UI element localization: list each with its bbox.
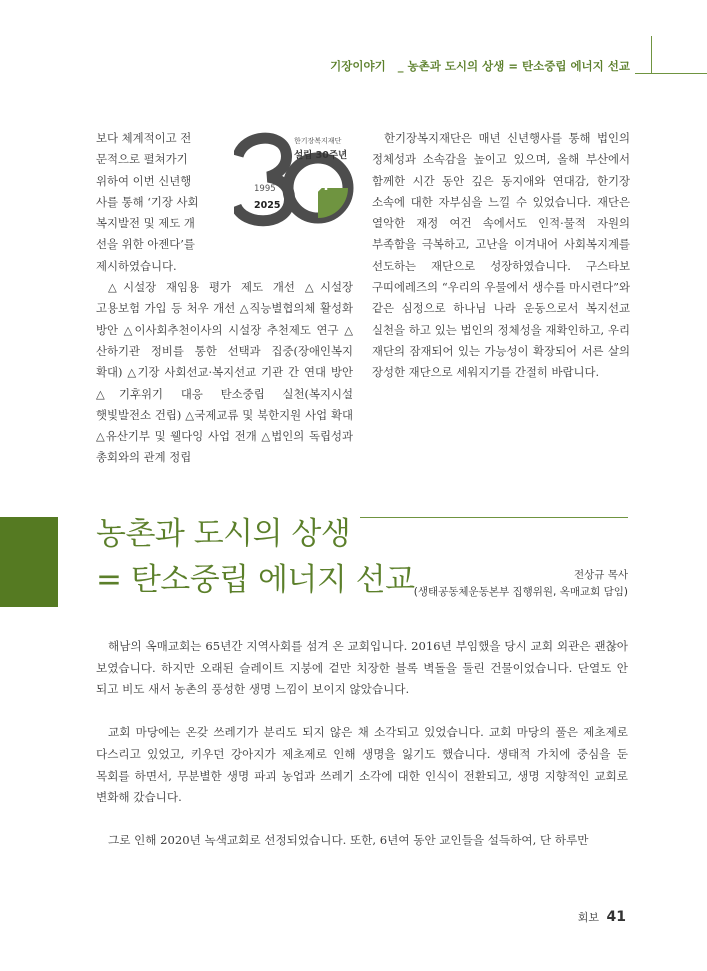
left-column — [96, 128, 353, 469]
text-line: 위하여 이번 신년행 — [96, 173, 192, 188]
section-color-block — [0, 517, 58, 607]
header-cross-mark — [651, 36, 652, 73]
page-footer — [578, 909, 626, 925]
body-paragraph: 교회 마당에는 온갖 쓰레기가 분리도 되지 않은 채 소각되고 있었습니다. 교회 마당의 풀은 제초제로 다스리고 있었고, 키우던 강아지가 제초제로 인해 생명을 잃기도 했습니다. 생태적 가치에 중심을 둔 목회를 하면서, 무분별한 생명 파괴 농업과 쓰레기 소각에 대한 인식이 전환되고, 생명 지향적인 교회로 변화해 갔습니다. — [96, 725, 628, 805]
text-line: 복지발전 및 제도 개 — [96, 216, 195, 231]
header-topic: 농촌과 도시의 상생 = 탄소중립 에너지 선교 — [407, 59, 630, 73]
header-separator: _ — [397, 59, 404, 73]
agenda-list: △시설장 재임용 평가 제도 개선 △시설장 고용보험 가입 등 처우 개선 △직능별협의체 활성화 방안 △이사회추천이사의 시설장 추천제도 연구 △산하기관 정비를 통한 선택과 집중(장애인복지 확대) △기장 사회선교·복지선교 기관 간 연대 방안 △기후위기 대응 탄소중립 실천(복지시설 햇빛발전소 건립) △국제교류 및 북한지원 사업 확대 △유산기부 및 웰다잉 사업 전개 △법인의 독립성과 총회와의 관계 정립 — [96, 280, 353, 465]
text-line: 선을 위한 아젠다’를 — [96, 237, 195, 252]
right-column — [372, 128, 630, 384]
author-role: (생태공동체운동본부 집행위원, 옥매교회 담임) — [413, 586, 628, 598]
running-header — [300, 58, 630, 74]
logo-start-year: 1995 — [254, 184, 276, 194]
header-section: 기장이야기 — [330, 59, 386, 73]
text-line: 제시하였습니다. — [96, 258, 177, 273]
text-line: 보다 체계적이고 전 — [96, 131, 192, 145]
page-number: 41 — [606, 909, 626, 925]
text-line: 문적으로 펼쳐가기 — [96, 152, 188, 167]
body-paragraph: 그로 인해 2020년 녹색교회로 선정되었습니다. 또한, 6년여 동안 교인들을 설득하여, 단 하루만 — [108, 833, 589, 848]
author-name: 전상규 목사 — [573, 569, 628, 581]
title-line-2: = 탄소중립 에너지 선교 — [96, 562, 415, 598]
magazine-name: 회보 — [577, 911, 600, 924]
article-body — [96, 636, 628, 874]
text-line: 사를 통해 ‘기장 사회 — [96, 194, 199, 209]
closing-paragraph: 한기장복지재단은 매년 신년행사를 통해 법인의 정체성과 소속감을 높이고 있으며, 올해 부산에서 함께한 시간 동안 깊은 동지애와 연대감, 한기장 소속에 대한 자부심을 느낄 수 있었습니다. 재단은 열악한 재정 여건 속에서도 인적·물적 자원의 부족함을 극복하고, 고난을 이겨내어 사회복지계를 선도하는 재단으로 성장하였습니다. 구스타보 구띠에레즈의 “우리의 우물에서 생수를 마시련다”와 같은 심정으로 하나님 나라 운동으로서 복지선교 실천을 하고 있는 법인의 정체성을 재확인하고, 우리 재단의 잠재되어 있는 가능성이 확장되어 서른 살의 장성한 재단으로 세워지기를 간절히 바랍니다. — [372, 131, 630, 380]
logo-org-name: 한기장복지재단 — [294, 137, 342, 145]
text-beside-logo — [96, 128, 224, 277]
article-title — [96, 511, 415, 603]
title-line-1: 농촌과 도시의 상생 — [96, 516, 351, 552]
body-paragraph: 해남의 옥매교회는 65년간 지역사회를 섬겨 온 교회입니다. 2016년 부임했을 당시 교회 외관은 괜찮아 보였습니다. 하지만 오래된 슬레이트 지붕에 겉만 치장한 블록 벽돌을 둘린 건물이었습니다. 단열도 안 되고 비도 새서 농촌의 풍성한 생명 느낌이 보이지 않았습니다. — [96, 639, 628, 697]
logo-end-year: 2025 — [254, 200, 281, 211]
logo-anniversary: 설립 30주년 — [294, 150, 348, 161]
header-rule — [635, 73, 707, 74]
